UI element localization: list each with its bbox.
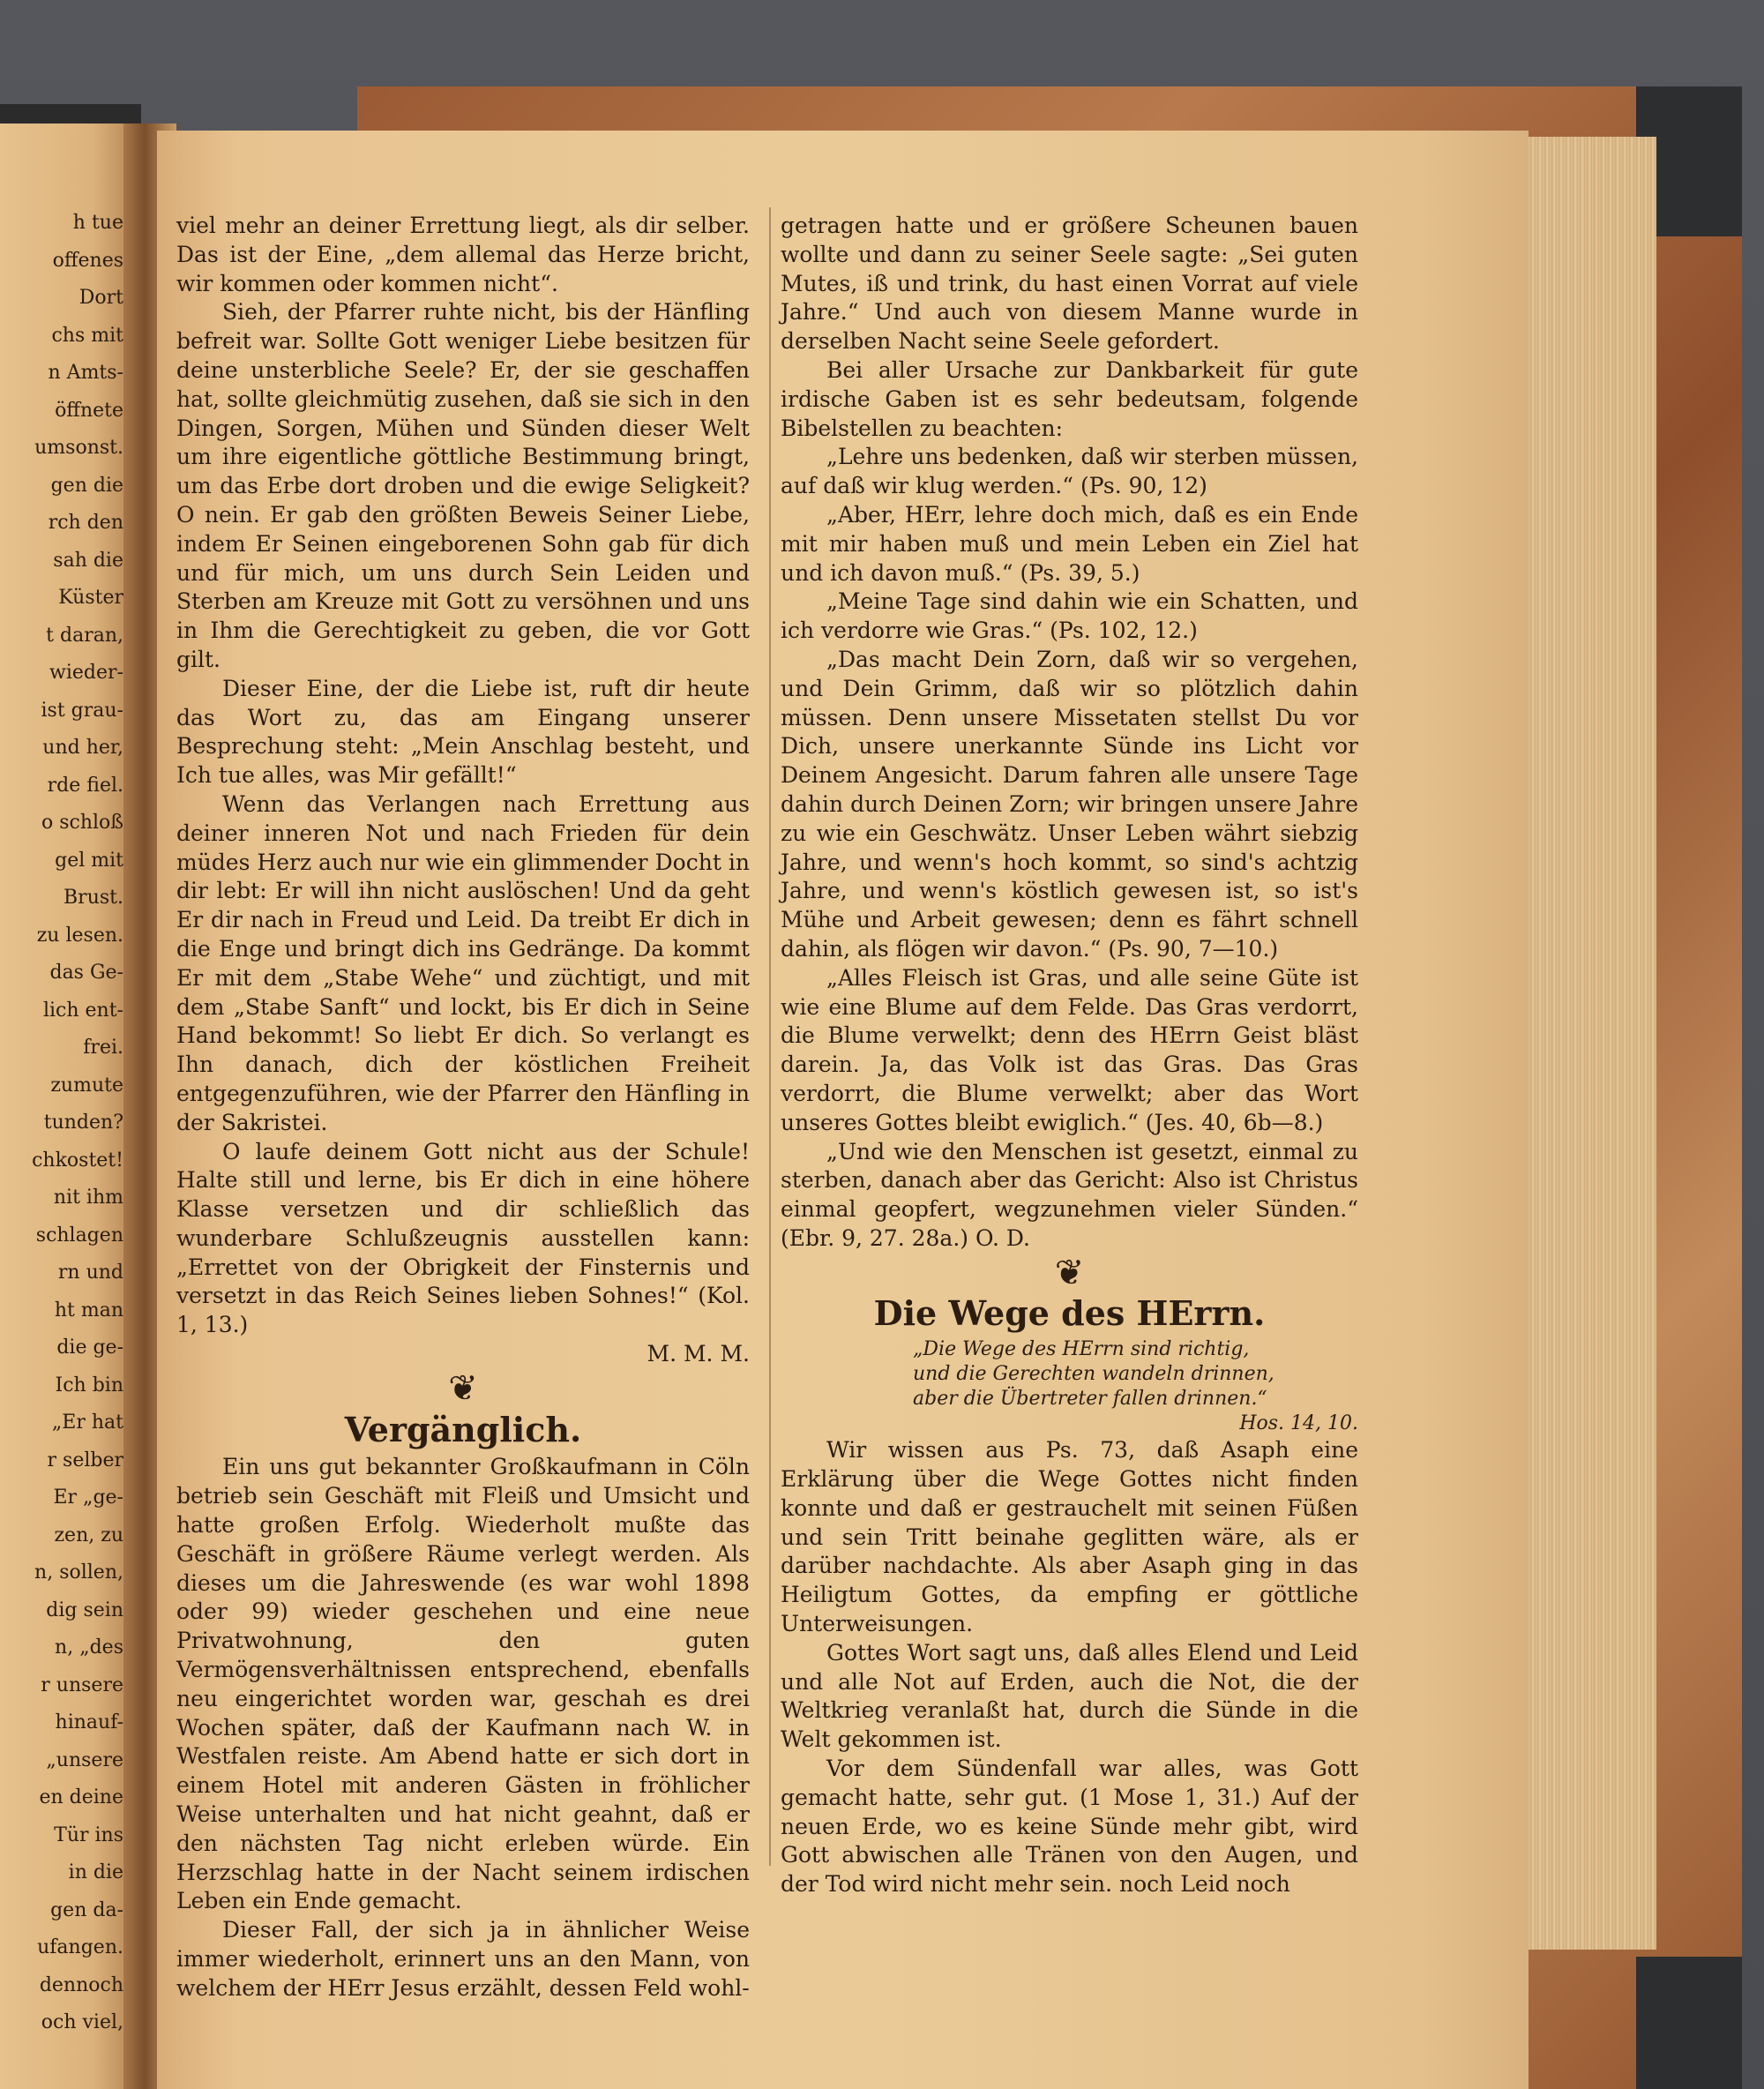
margin-fragment: ufangen. <box>37 1936 123 1958</box>
margin-fragment: und her, <box>42 737 123 759</box>
margin-fragment: ht man <box>54 1299 123 1322</box>
margin-fragment: Ich bin <box>55 1374 123 1396</box>
section-heading: Vergänglich. <box>344 1409 582 1449</box>
margin-fragment: ist grau- <box>41 699 123 722</box>
paragraph: Bei aller Ursache zur Dankbarkeit für gute irdische Gaben ist es sehr bedeutsam, folgende Bibelstellen zu beachten: <box>781 356 1358 441</box>
paragraph: viel mehr an deiner Errettung liegt, als dir selber. Das ist der Eine, „dem allemal das Herze bricht, wir kommen oder kommen nicht“. <box>176 213 750 296</box>
section-heading: Die Wege des HErrn. <box>873 1293 1266 1334</box>
margin-fragment: nit ihm <box>53 1187 123 1209</box>
margin-fragment: och viel, <box>41 2011 123 2033</box>
paragraph: „Das macht Dein Zorn, daß wir so vergehen, und Dein Grimm, daß wir so plötzlich dahin müssen. Denn unsere Missetaten stellst Du vor Dich, unsere unerkannte Sünde ins Licht vor Deinem Angesicht. Darum fahren alle unsere Tage dahin durch Deinen Zorn; wir bringen unsere Jahre zu wie ein Geschwätz. Unser Leben währt siebzig Jahre, und wenn's hoch kommt, so sind's achtzig Jahre, und wenn's köstlich gewesen ist, so ist's Mühe und Arbeit gewesen; denn es fährt schnell dahin, als flögen wir davon.“ (Ps. 90, 7—10.) <box>781 646 1358 962</box>
paragraph: Ein uns gut bekannter Großkaufmann in Cöln betrieb sein Geschäft mit Fleiß und Umsicht und hatte großen Erfolg. Wiederholt mußte das Geschäft in größere Räume verlegt werden. Als dieses um die Jahreswende (es war wohl 1898 oder 99) wieder geschehen und eine neue Privatwohnung, den guten Vermögensverhältnissen entsprechend, ebenfalls neu eingerichtet worden war, geschah es drei Wochen später, daß der Kaufmann nach W. in Westfalen reiste. Am Abend hatte er sich dort in einem Hotel mit anderen Gästen in fröhlicher Weise unterhalten und hat nicht geahnt, daß er den nächsten Tag nicht erleben würde. Ein Herzschlag hatte in der Nacht seinem irdischen Leben ein Ende gemacht. <box>176 1454 750 1914</box>
margin-fragment: zen, zu <box>54 1524 123 1546</box>
paragraph: Vor dem Sündenfall war alles, was Gott gemacht hatte, sehr gut. (1 Mose 1, 31.) Auf der neuen Erde, wo es keine Sünde mehr gibt, wird Gott abwischen alle Tränen von den Augen, und der Tod wird nicht mehr sein. noch Leid noch <box>781 1756 1358 1898</box>
margin-fragment: Küster <box>58 587 123 609</box>
paragraph: „Meine Tage sind dahin wie ein Schatten, und ich verdorre wie Gras.“ (Ps. 102, 12.) <box>781 588 1358 644</box>
margin-fragment: tunden? <box>43 1112 123 1134</box>
margin-fragment: gel mit <box>55 849 123 872</box>
margin-fragment: frei. <box>83 1037 123 1059</box>
paragraph: Wir wissen aus Ps. 73, daß Asaph eine Erklärung über die Wege Gottes nicht finden konnte und daß er gestrauchelt mit seinen Füßen und sein Tritt beinahe geglitten wäre, als er darüber nachdachte. Als aber Asaph ging in das Heiligtum Gottes, da empfing er göttliche Unterweisungen. <box>781 1437 1358 1637</box>
margin-fragment: „unsere <box>46 1748 123 1771</box>
margin-fragment: umsonst. <box>34 437 123 459</box>
margin-fragment: wieder- <box>49 662 123 684</box>
left-page-fragment <box>0 124 132 2089</box>
paragraph: „Alles Fleisch ist Gras, und alle seine Güte ist wie eine Blume auf dem Felde. Das Gras verdorrt, die Blume verwelkt; denn des HErrn Geist bläst darein. Ja, das Volk ist das Gras. Das Gras verdorrt, die Blume verwelkt; aber das Wort unseres Gottes bleibt ewiglich.“ (Jes. 40, 6b—8.) <box>781 964 1358 1135</box>
margin-fragment: Er „ge- <box>53 1486 123 1509</box>
margin-fragment: o schloß <box>41 812 123 834</box>
paragraph: „Und wie den Menschen ist gesetzt, einmal zu sterben, danach aber das Gericht: Also ist Christus einmal geopfert, wegzunehmen vieler Sünden.“ (Ebr. 9, 27. 28a.) O. D. <box>781 1138 1358 1251</box>
margin-fragment: lich ent- <box>42 999 123 1022</box>
margin-fragment: zu lesen. <box>36 924 123 947</box>
margin-fragment: „Er hat <box>51 1411 123 1434</box>
margin-fragment: öffnete <box>55 399 123 422</box>
margin-fragment: Tür ins <box>54 1823 123 1846</box>
margin-fragment: rn und <box>57 1262 123 1284</box>
epigraph <box>913 1337 1358 1436</box>
margin-fragment: gen die <box>50 474 123 497</box>
epigraph-reference: Hos. 14, 10. <box>1239 1412 1358 1435</box>
column-left <box>176 212 750 2003</box>
column-right <box>781 212 1358 1899</box>
margin-fragment: offenes <box>52 249 123 272</box>
margin-fragment: n, „des <box>55 1636 123 1658</box>
epigraph-line: aber die Übertreter fallen drinnen.“ <box>913 1388 1267 1411</box>
paragraph: Dieser Fall, der sich ja in ähnlicher Weise immer wiederholt, erinnert uns an den Mann, von welchem der HErr Jesus erzählt, dessen Feld wohl- <box>176 1917 750 2001</box>
margin-fragment: rde fiel. <box>47 774 123 797</box>
margin-fragment: t daran, <box>46 624 123 647</box>
margin-fragment: in die <box>68 1861 123 1883</box>
cover-corner-bottom <box>1636 1957 1742 2089</box>
margin-fragment: r unsere <box>41 1673 123 1696</box>
paragraph: Wenn das Verlangen nach Errettung aus deiner inneren Not und nach Frieden für dein müdes Herz auch nur wie ein glimmender Docht in dir lebt: Er will ihn nicht auslöschen! Und da geht Er dir nach in Freud und Leid. Da treibt Er dich in die Enge und bringt dich ins Gedränge. Da kommt Er mit dem „Stabe Wehe“ und züchtigt, und mit dem „Stabe Sanft“ und lockt, bis Er dich in Seine Hand bekommt! So liebt Er dich. So verlangt es Ihn danach, dich der köstlichen Freiheit entgegenzuführen, wie der Pfarrer den Hänfling in der Sakristei. <box>176 790 750 1135</box>
margin-fragment: r selber <box>47 1449 123 1471</box>
margin-fragment: rch den <box>48 512 123 534</box>
page-edges <box>1529 137 1656 1950</box>
ornament-icon: ❦ <box>1054 1252 1085 1293</box>
paragraph: getragen hatte und er größere Scheunen bauen wollte und dann zu seiner Seele sagte: „Sei guten Mutes, iß und trink, du hast einen Vorrat auf viele Jahre.“ Und auch von diesem Manne wurde in derselben Nacht seine Seele gefordert. <box>781 213 1358 355</box>
signature: M. M. M. <box>647 1341 750 1367</box>
margin-fragment: h tue <box>72 212 123 234</box>
paragraph: Gottes Wort sagt uns, daß alles Elend und Leid und alle Not auf Erden, auch die Not, die der Weltkrieg veranlaßt hat, durch die Sünde in die Welt gekommen ist. <box>781 1639 1358 1753</box>
margin-fragment: Dort <box>78 287 123 309</box>
ornament-icon: ❦ <box>448 1367 478 1409</box>
margin-fragment: sah die <box>53 549 123 572</box>
margin-fragment: hinauf- <box>55 1711 123 1733</box>
epigraph-line: und die Gerechten wandeln drinnen, <box>913 1363 1274 1386</box>
column-divider <box>769 207 771 1866</box>
margin-fragment: chs mit <box>51 324 123 347</box>
margin-fragment: das Ge- <box>49 962 123 984</box>
paragraph: O laufe deinem Gott nicht aus der Schule! Halte still und lerne, bis Er dich in eine höhere Klasse versetzen und dir schließlich das wunderbare Schlußzeugnis ausstellen kann: „Errettet von der Obrigkeit der Finsternis und versetzt in das Reich Seines lieben Sohnes!“ (Kol. 1, 13.) <box>176 1138 750 1338</box>
paragraph: Dieser Eine, der die Liebe ist, ruft dir heute das Wort zu, das am Eingang unserer Besprechung steht: „Mein Anschlag besteht, und Ich tue alles, was Mir gefällt!“ <box>176 675 750 789</box>
margin-fragment: n Amts- <box>48 362 123 384</box>
paragraph: „Aber, HErr, lehre doch mich, daß es ein Ende mit mir haben muß und mein Leben ein Ziel hat und ich davon muß.“ (Ps. 39, 5.) <box>781 501 1358 586</box>
paragraph: Sieh, der Pfarrer ruhte nicht, bis der Hänfling befreit war. Sollte Gott weniger Liebe besitzen für deine unsterbliche Seele? Er, der sie geschaffen hat, sollte gleichmütig zusehen, daß sie sich in den Dingen, Sorgen, Mühen und Sünden dieser Welt um ihre eigentliche göttliche Bestimmung bringt, um das Erbe dort droben und die ewige Seligkeit? O nein. Er gab den größten Beweis Seiner Liebe, indem Er Seinen eingeborenen Sohn gab für dich und für mich, um uns durch Sein Leiden und Sterben am Kreuze mit Gott zu versöhnen und uns in Ihm die Gerechtigkeit zu geben, die vor Gott gilt. <box>176 299 750 672</box>
margin-fragment: n, sollen, <box>34 1561 123 1584</box>
margin-fragment: zumute <box>50 1074 123 1097</box>
margin-fragment: gen da- <box>50 1898 123 1921</box>
margin-fragment: chkostet! <box>32 1149 123 1172</box>
paragraph: „Lehre uns bedenken, daß wir sterben müssen, auf daß wir klug werden.“ (Ps. 90, 12) <box>781 444 1358 499</box>
margin-fragment: schlagen <box>35 1224 123 1247</box>
epigraph-line: „Die Wege des HErrn sind richtig, <box>913 1338 1250 1361</box>
margin-fragment: Brust. <box>64 887 123 909</box>
margin-fragment: en deine <box>39 1786 123 1808</box>
margin-fragment: die ge- <box>56 1337 123 1359</box>
margin-fragment: dig sein <box>46 1599 123 1621</box>
margin-fragment: dennoch <box>39 1973 123 1996</box>
